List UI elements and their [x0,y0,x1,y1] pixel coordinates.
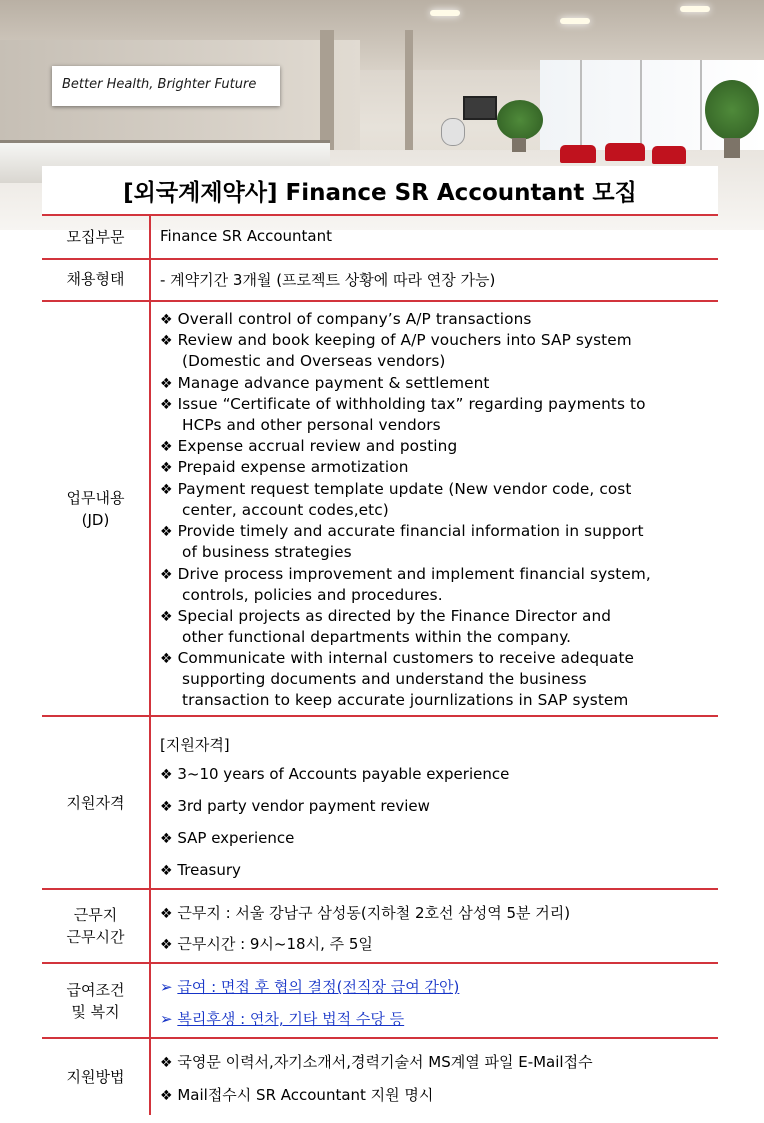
salary-item [160,976,459,997]
benefits-link[interactable]: 복리후생 : 연차, 기타 법적 수당 등 [177,1010,405,1028]
jd-item-continued: of business strategies [182,543,352,561]
department-value: Finance SR Accountant [160,227,333,245]
red-chair [605,143,645,161]
label-apply: 지원방법 [42,1039,151,1115]
label-qualification: 지원자격 [42,717,151,888]
jd-item: ❖ Payment request template update (New vendor code, cost [160,480,632,498]
jd-item: ❖ Drive process improvement and implement financial system, [160,565,651,583]
row-qualification [42,717,718,890]
jd-item: ❖ Prepaid expense armotization [160,458,409,476]
row-apply [42,1039,718,1115]
page-title: [외국계제약사] Finance SR Accountant 모집 [123,180,637,206]
slogan-card [52,66,280,106]
jd-item-continued: (Domestic and Overseas vendors) [182,352,446,370]
label-salary: 급여조건 및 복지 [42,964,151,1037]
row-employment-type [42,258,718,302]
jd-item: ❖ Communicate with internal customers to receive adequate [160,649,635,667]
workhours-item: ❖ 근무시간 : 9시~18시, 주 5일 [160,935,373,953]
qualification-item: ❖ Treasury [160,861,241,879]
jd-item: ❖ Manage advance payment & settlement [160,374,490,392]
row-job-description [42,302,718,717]
label-workplace: 근무지 근무시간 [42,890,151,962]
slogan-text: Better Health, Brighter Future [62,77,257,92]
jd-item-continued: HCPs and other personal vendors [182,416,441,434]
standing-sign [441,118,465,146]
qualification-heading: [지원자격] [160,736,230,754]
ceiling-light [430,10,460,16]
plant [497,100,543,140]
jd-item-continued: other functional departments within the company. [182,628,572,646]
employment-value: - 계약기간 3개월 (프로젝트 상황에 따라 연장 가능) [160,271,496,289]
label-department: 모집부문 [42,216,151,258]
label-job-description: 업무내용 (JD) [42,302,151,715]
jd-item-continued: center, account codes,etc) [182,501,389,519]
title-box [42,166,718,214]
jd-item: ❖ Issue “Certificate of withholding tax” regarding payments to [160,395,646,413]
wall-screen [463,96,497,120]
row-workplace [42,890,718,964]
benefits-item [160,1008,404,1029]
red-chair [652,146,686,164]
row-salary [42,964,718,1039]
jd-item-continued: supporting documents and understand the business [182,670,587,688]
arrow-icon: ➢ [160,1010,173,1028]
plant [705,80,759,140]
jd-item: ❖ Provide timely and accurate financial information in support [160,522,644,540]
plant-pot [724,138,740,158]
ceiling-light [680,6,710,12]
qualification-item: ❖ 3~10 years of Accounts payable experience [160,765,510,783]
jd-item: ❖ Expense accrual review and posting [160,437,458,455]
jd-item-continued: controls, policies and procedures. [182,586,443,604]
arrow-icon: ➢ [160,978,173,996]
red-chair [560,145,596,163]
plant-pot [512,138,526,152]
jd-item-continued: transaction to keep accurate journlizations in SAP system [182,691,629,709]
qualification-item: ❖ 3rd party vendor payment review [160,797,430,815]
row-department [42,214,718,260]
jd-item: ❖ Review and book keeping of A/P vouchers into SAP system [160,331,632,349]
apply-item: ❖ 국영문 이력서,자기소개서,경력기술서 MS계열 파일 E-Mail접수 [160,1053,593,1071]
apply-item: ❖ Mail접수시 SR Accountant 지원 명시 [160,1086,434,1104]
salary-link[interactable]: 급여 : 면접 후 협의 결정(전직장 급여 감안) [177,978,460,996]
workplace-item: ❖ 근무지 : 서울 강남구 삼성동(지하철 2호선 삼성역 5분 거리) [160,904,571,922]
ceiling-light [560,18,590,24]
label-employment-type: 채용형태 [42,258,151,300]
qualification-item: ❖ SAP experience [160,829,295,847]
jd-item: ❖ Special projects as directed by the Finance Director and [160,607,612,625]
jd-item: ❖ Overall control of company’s A/P transactions [160,310,532,328]
